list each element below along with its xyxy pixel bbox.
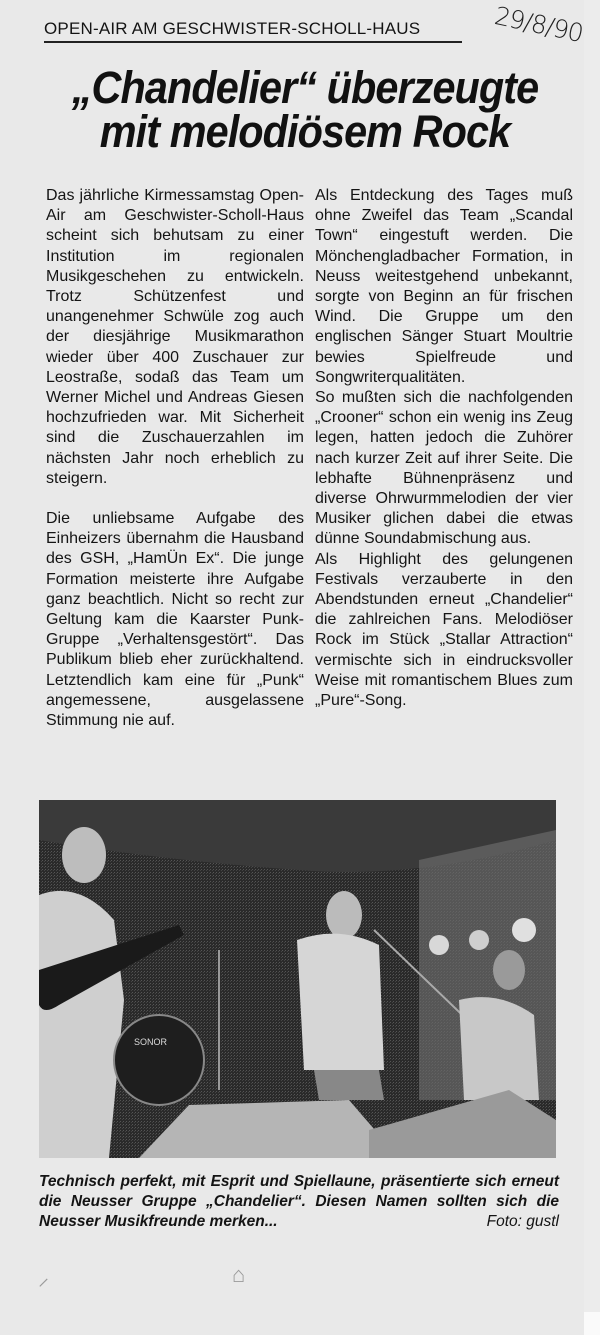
svg-text:SONOR: SONOR (134, 1037, 168, 1047)
headline (61, 62, 549, 157)
paragraph: So mußten sich die nachfolgenden „Crooner“ schon ein wenig ins Zeug legen, hatten jedoch die Zuhörer nach kurzer Zeit auf ihrer Seite. Die lebhafte Bühnenpräsenz und diverse Ohrwurmmelodien der vier Musiker glichen dabei die etwas dünne Soundabmischung aus. (315, 389, 573, 548)
paragraph: Als Highlight des gelungenen Festivals verzauberte in den Abendstunden erneut „Chandelier“ die zahlreichen Fans. Melodiöser Rock im Stück „Stallar Attraction“ vermischte sich in eindrucksvoller Weise mit romantischem Blues zum „Pure“-Song. (315, 550, 573, 710)
paper-mark: ⸝ (38, 1265, 50, 1290)
scan-edge (584, 1312, 600, 1335)
kicker-heading: OPEN-AIR AM GESCHWISTER-SCHOLL-HAUS (44, 19, 462, 43)
paragraph: Das jährliche Kirmessamstag Open-Air am Geschwister-Scholl-Haus scheint sich behutsam zu einer Institution im regionalen Musikgeschehen zu entwickeln. Trotz Schützenfest und unangenehmer Schwüle zog auch der diesjährige Musikmarathon wieder über 400 Zuschauer zur Leostraße, sodaß das Team um Werner Michel und Andreas Giesen hochzufrieden war. Mit Sicherheit sind die Zuschauerzahlen im nächsten Jahr noch erheblich zu steigern. (46, 187, 304, 487)
article-column-right (315, 186, 573, 711)
handwritten-date: 29/8/90 (491, 1, 586, 48)
concert-photo (39, 800, 556, 1158)
paper-mark: ⌂ (232, 1262, 246, 1287)
caption-text: Technisch perfekt, mit Esprit und Spiellaune, präsentierte sich erneut die Neusser Gruppe „Chandelier“. Diesen Namen sollten sich die Neusser Musikfreunde merken... (39, 1173, 559, 1230)
paragraph: Als Entdeckung des Tages muß ohne Zweifel das Team „Scandal Town“ eingestuft werden. Die Mönchengladbacher Formation, in Neuss weitestgehend unbekannt, sorgte von Beginn an für frischen Wind. Die Gruppe um den englischen Sänger Stuart Moultrie bewies Spielfreude und Songwriterqualitäten. (315, 187, 573, 386)
paragraph: Die unliebsame Aufgabe des Einheizers übernahm die Hausband des GSH, „HamÜn Ex“. Die junge Formation meisterte ihre Aufgabe ganz beachtlich. Nicht so recht zur Geltung kam die Kaarster Punk-Gruppe „Verhaltensgestört“. Das Publikum blieb eher zurückhaltend. Letztendlich kam eine für „Punk“ angemessene, ausgelassene Stimmung nie auf. (46, 510, 304, 730)
headline-line-1: „Chandelier“ überzeugte (71, 62, 539, 113)
article-column-left (46, 186, 304, 731)
band-on-stage-image (39, 800, 556, 1158)
photo-credit: Foto: gustl (486, 1213, 559, 1230)
headline-line-2: mit melodiösem Rock (99, 106, 511, 157)
photo-caption (39, 1172, 559, 1232)
